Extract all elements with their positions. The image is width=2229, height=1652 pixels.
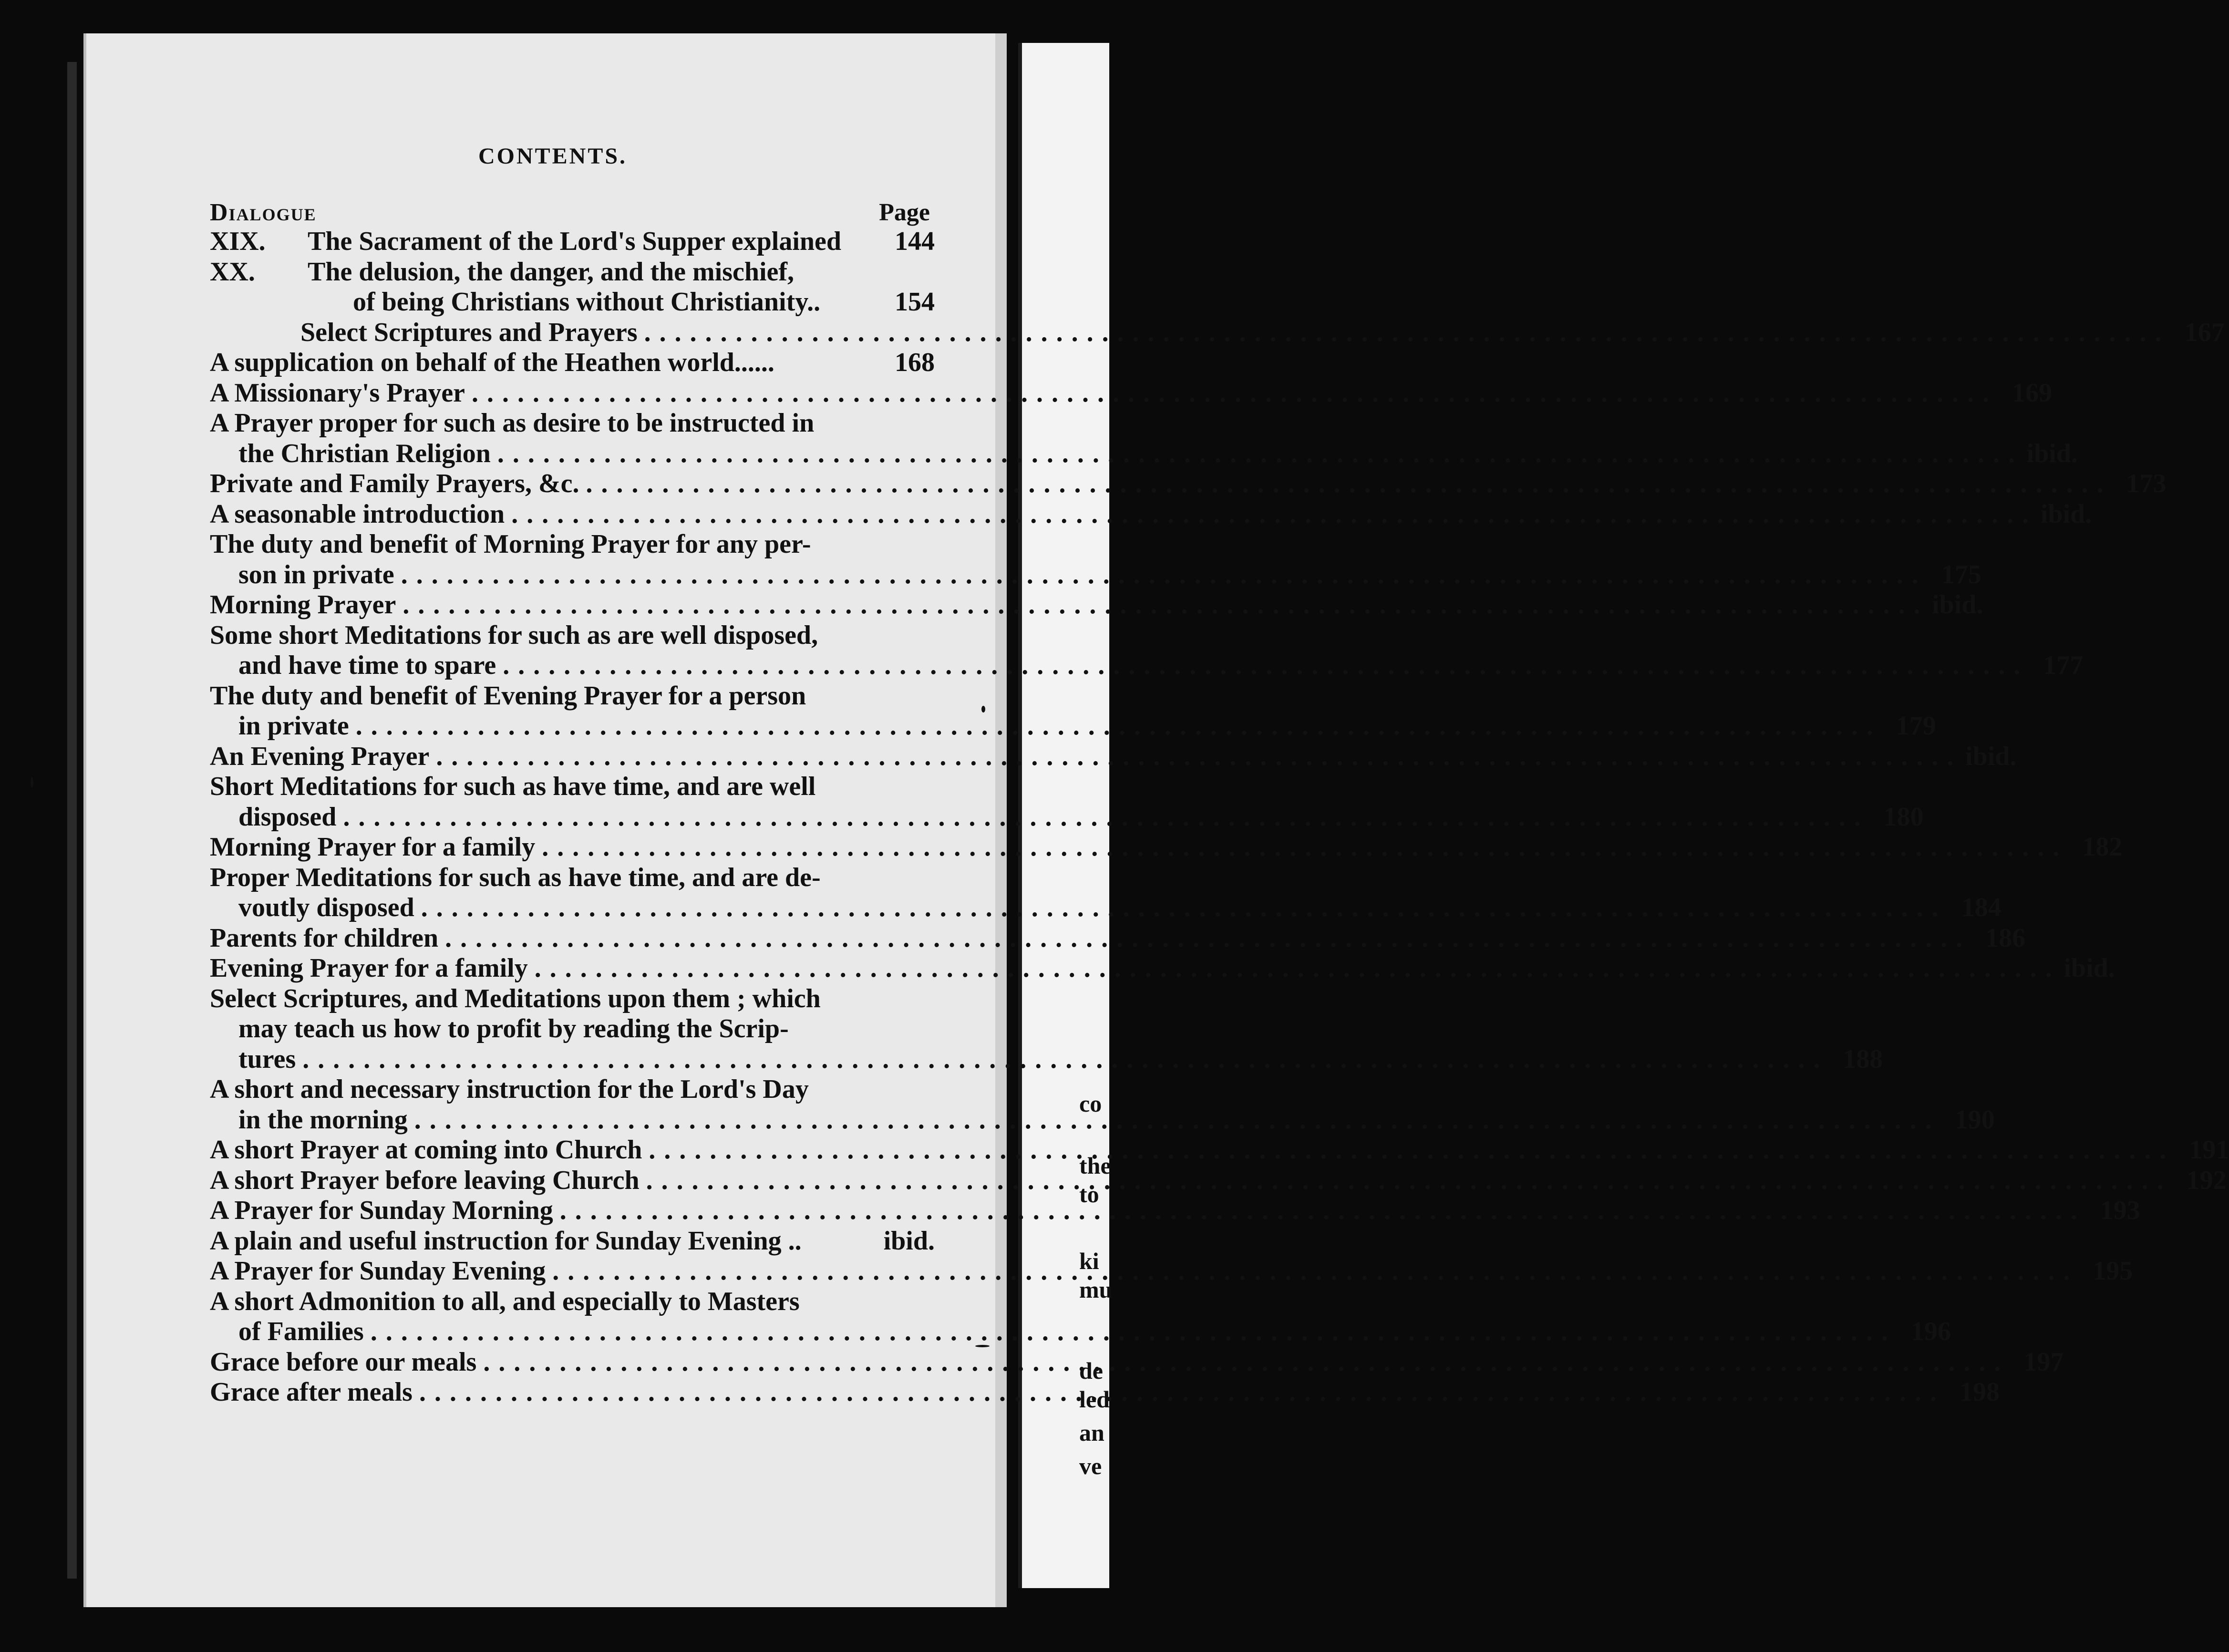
entry-page: 144 [895, 227, 935, 256]
toc-entry [210, 620, 935, 651]
entry-page: 193 [2100, 1196, 2140, 1225]
entry-text: Proper Meditations for such as have time, and are de- [210, 862, 821, 892]
dot-leader [528, 953, 2053, 984]
toc-entry [210, 227, 935, 257]
dot-leader [535, 832, 2060, 863]
toc-entry-continuation [210, 438, 2078, 469]
toc-entry [210, 1196, 2140, 1226]
entry-page: 154 [895, 287, 935, 317]
toc-entry [210, 590, 1983, 620]
entry-text: son in private [238, 559, 394, 589]
dot-leader [396, 590, 1921, 620]
entry-page: 196 [1910, 1317, 1951, 1346]
toc-header [210, 193, 935, 227]
entry-page: 190 [1954, 1105, 1995, 1135]
entry-page: 188 [1843, 1044, 1883, 1074]
entry-text: An Evening Prayer [210, 741, 430, 771]
facing-fragment: an [1079, 1419, 1104, 1446]
entry-page: 177 [2043, 650, 2084, 680]
facing-fragment: the [1079, 1152, 1111, 1179]
entry-text: Grace before our meals [210, 1347, 477, 1377]
entry-page: ibid. [2064, 953, 2115, 983]
toc-entry [210, 772, 935, 802]
entry-text: Evening Prayer for a family [210, 953, 528, 983]
toc-entry-continuation [210, 893, 2002, 923]
facing-fragment: to [1079, 1181, 1099, 1208]
entry-page: ibid. [883, 1226, 935, 1256]
entry-text: tures [238, 1044, 296, 1074]
page-column-label: Page [879, 199, 930, 226]
toc-entry-continuation [210, 802, 1924, 833]
dot-leader [638, 318, 2163, 348]
facing-fragment: ki [1079, 1248, 1099, 1274]
toc-entry [210, 832, 2123, 863]
entry-text: A short Prayer at coming into Church [210, 1135, 642, 1165]
entry-page: ibid. [2026, 438, 2078, 468]
toc-entry [210, 469, 2167, 499]
entry-page: 180 [1883, 802, 1924, 832]
entry-text: The Sacrament of the Lord's Supper explained [308, 227, 842, 256]
entry-page: 198 [1959, 1377, 2000, 1407]
dot-leader [496, 650, 2021, 681]
toc-entry [210, 1287, 935, 1317]
toc-entry [210, 1226, 935, 1257]
entry-text: Private and Family Prayers, &c. [210, 469, 579, 498]
toc-entry [210, 499, 2092, 530]
dialogue-column-label: Dialogue [210, 199, 317, 226]
entry-text: The duty and benefit of Morning Prayer for any per- [210, 529, 811, 559]
facing-fragment: mu [1079, 1276, 1113, 1303]
entry-text: disposed [238, 802, 337, 832]
dialogue-number: XIX. [210, 227, 266, 256]
entry-text: A Prayer for Sunday Evening [210, 1256, 546, 1286]
dot-leader [336, 802, 1861, 833]
entry-text: The delusion, the danger, and the mischief, [308, 257, 795, 287]
toc-entry [210, 257, 935, 288]
entry-text: A Missionary's Prayer [210, 378, 465, 408]
dialogue-number: XX. [210, 257, 255, 287]
scan-speck [981, 706, 985, 712]
dot-leader [296, 1044, 1821, 1075]
entry-page: 179 [1896, 711, 1936, 741]
page-title: CONTENTS. [478, 144, 628, 169]
toc-entry [210, 681, 935, 712]
dot-leader [505, 499, 2030, 530]
entry-text: Parents for children [210, 923, 439, 953]
toc-entry-continuation [210, 1105, 1995, 1136]
toc-entry-continuation [210, 650, 2084, 681]
dot-leader [465, 378, 1990, 409]
entry-text: Select Scriptures, and Meditations upon them ; which [210, 983, 821, 1013]
dot-leader [413, 1377, 1938, 1408]
toc-entry-continuation [210, 711, 1936, 742]
entry-page: 192 [2186, 1165, 2227, 1195]
entry-page: 175 [1941, 559, 1981, 589]
toc-entry [210, 529, 935, 560]
toc-entry-continuation [210, 1044, 1883, 1075]
entry-page: 173 [2126, 469, 2167, 498]
entry-page: ibid. [2040, 499, 2092, 529]
dot-leader [349, 711, 1874, 742]
entry-text: Morning Prayer for a family [210, 832, 536, 862]
entry-page: 197 [2023, 1347, 2064, 1377]
toc-entry [210, 1074, 935, 1105]
entry-text: Morning Prayer [210, 590, 396, 620]
dot-leader [579, 469, 2104, 499]
scan-speck [975, 1345, 990, 1347]
entry-text: A seasonable introduction [210, 499, 505, 529]
entry-text: Select Scriptures and Prayers [300, 317, 638, 347]
dot-leader [408, 1105, 1933, 1136]
entry-text: A short Admonition to all, and especially to Masters [210, 1286, 800, 1316]
entry-text: Short Meditations for such as have time, and are well [210, 772, 816, 801]
toc-entry [210, 923, 2026, 954]
entry-text: may teach us how to profit by reading the Scrip- [238, 1014, 789, 1043]
entry-text: A short Prayer before leaving Church [210, 1165, 640, 1195]
entry-text: A Prayer proper for such as desire to be instructed in [210, 408, 815, 438]
toc-entry [210, 317, 2225, 348]
entry-text: A short and necessary instruction for the Lord's Day [210, 1074, 809, 1104]
entry-text: of being Christians without Christianity.. [353, 287, 821, 317]
entry-page: 195 [2093, 1256, 2133, 1286]
toc-entry [210, 408, 935, 439]
dot-leader [414, 893, 1940, 923]
entry-text: A supplication on behalf of the Heathen world...... [210, 348, 774, 377]
entry-text: The duty and benefit of Evening Prayer for a person [210, 681, 806, 711]
dot-leader [640, 1166, 2165, 1196]
dot-leader [642, 1135, 2167, 1166]
entry-page: 167 [2184, 317, 2225, 347]
entry-text: the Christian Religion [238, 438, 491, 468]
entry-page: 186 [1985, 923, 2026, 953]
entry-text: and have time to spare [238, 650, 496, 680]
toc-entry [210, 953, 2115, 984]
facing-fragment: de [1079, 1357, 1103, 1384]
entry-text: Grace after meals [210, 1377, 413, 1407]
entry-text: in private [238, 711, 349, 741]
entry-text: voutly disposed [238, 893, 414, 922]
toc-entry [210, 741, 2017, 772]
dot-leader [491, 439, 2016, 469]
toc-entry-continuation [210, 1317, 1951, 1347]
scan-speck [31, 777, 33, 788]
toc-entry [210, 984, 935, 1014]
entry-page: 182 [2082, 832, 2123, 862]
entry-text: A plain and useful instruction for Sunday Evening .. [210, 1226, 802, 1256]
dot-leader [553, 1196, 2078, 1226]
entry-page: 168 [895, 348, 935, 377]
toc-entry [210, 378, 2053, 409]
toc-entry [210, 863, 935, 893]
entry-page: 184 [1961, 893, 2002, 922]
entry-page: 169 [2012, 378, 2053, 408]
facing-fragment: ve [1079, 1453, 1102, 1479]
entry-text: of Families [238, 1317, 364, 1346]
dot-leader [394, 560, 1919, 590]
facing-fragment: co [1079, 1090, 1102, 1117]
facing-fragment: led [1079, 1386, 1110, 1413]
dot-leader [476, 1347, 2002, 1378]
entry-text: Some short Meditations for such as are well disposed, [210, 620, 818, 650]
entry-page: ibid. [1931, 590, 1983, 620]
entry-text: A Prayer for Sunday Morning [210, 1196, 553, 1225]
entry-page: 191 [2189, 1135, 2229, 1165]
dot-leader [429, 742, 1954, 772]
entry-page: ibid. [1965, 741, 2017, 771]
dot-leader [546, 1256, 2071, 1287]
dot-leader [438, 923, 1963, 954]
toc-entry-continuation [210, 559, 1981, 590]
toc-entry-continuation [210, 1014, 935, 1044]
toc-entry-continuation [210, 287, 935, 318]
toc-entry [210, 348, 935, 378]
dot-leader [364, 1317, 1889, 1347]
entry-text: in the morning [238, 1105, 408, 1135]
